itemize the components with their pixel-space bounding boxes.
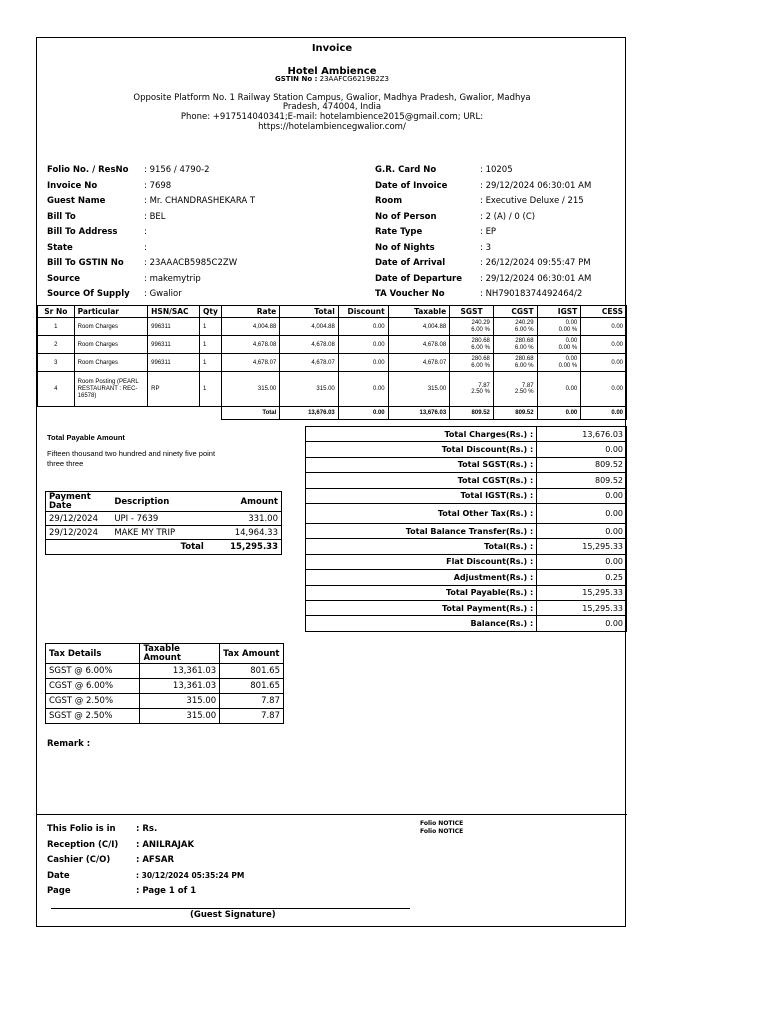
tax-split-cell	[537, 354, 581, 372]
tax-row	[46, 709, 284, 724]
tax-amount: 7.87	[220, 709, 284, 724]
info-label: Folio No. / ResNo	[47, 165, 129, 175]
charges-cell: Room Charges	[74, 336, 148, 354]
footer-label: Page	[47, 886, 71, 896]
charges-cell: 0.00	[338, 407, 388, 420]
charges-cell: 1	[199, 354, 221, 372]
charges-row	[38, 372, 627, 407]
charges-cell: 0.00	[581, 336, 627, 354]
info-value: : Mr. CHANDRASHEKARA T	[144, 196, 256, 206]
charges-cell: Total	[221, 407, 279, 420]
tax-details-table	[45, 643, 284, 724]
info-label: Bill To GSTIN No	[47, 258, 124, 268]
footer-value: : 30/12/2024 05:35:24 PM	[136, 870, 245, 880]
footer-divider	[37, 814, 627, 815]
info-label: Guest Name	[47, 196, 106, 206]
summary-value: 15,295.33	[537, 585, 627, 600]
charges-cell: 0.00	[338, 336, 388, 354]
payment-date-header: Payment Date	[46, 492, 112, 512]
charges-cell: 4,678.07	[221, 354, 279, 372]
tax-detail: SGST @ 2.50%	[46, 709, 140, 724]
info-value: : 26/12/2024 09:55:47 PM	[480, 258, 591, 268]
remark-label: Remark :	[47, 739, 91, 749]
tax-detail: SGST @ 6.00%	[46, 664, 140, 679]
charges-column-header: Particular	[74, 306, 148, 318]
summary-value: 13,676.03	[537, 427, 627, 442]
signature-line	[51, 908, 410, 909]
tax-taxable: 315.00	[140, 709, 220, 724]
tax-amount: 280.68	[515, 356, 534, 362]
charges-cell: Room Posting (PEARL RESTAURANT : REC-16578)	[74, 372, 148, 407]
charges-column-header: Qty	[199, 306, 221, 318]
summary-row	[306, 473, 627, 488]
tax-amount: 240.29	[471, 320, 490, 326]
payments-header-row	[46, 492, 282, 512]
charges-row	[38, 336, 627, 354]
tax-split-cell	[493, 354, 537, 372]
info-label: TA Voucher No	[375, 289, 445, 299]
info-label: Date of Invoice	[375, 180, 448, 191]
info-label: No of Nights	[375, 242, 435, 253]
summary-table	[305, 426, 627, 632]
tax-row	[46, 694, 284, 709]
tax-amount: 7.87	[521, 382, 534, 389]
charges-cell: 4,004.88	[388, 318, 450, 336]
charges-column-header: CGST	[493, 306, 537, 318]
info-label: Date of Arrival	[375, 258, 446, 268]
tax-split-cell	[450, 336, 494, 354]
payment-description: MAKE MY TRIP	[111, 526, 206, 540]
tax-percent: 0.00 %	[558, 362, 578, 369]
summary-row	[306, 585, 627, 600]
tax-split-cell	[537, 318, 581, 336]
tax-split-cell	[537, 336, 581, 354]
charges-column-header: Total	[280, 306, 339, 318]
charges-cell: 315.00	[221, 372, 279, 407]
charges-cell: 315.00	[280, 372, 339, 407]
summary-row	[306, 523, 627, 538]
footer-label: Date	[47, 870, 70, 881]
tax-split-cell	[450, 318, 494, 336]
contact-line-2: https://hotelambiencegwalior.com/	[258, 122, 406, 132]
charges-cell: 315.00	[388, 372, 450, 407]
charges-cell: Room Charges	[74, 318, 148, 336]
charges-cell: 2	[38, 336, 75, 354]
summary-row	[306, 600, 627, 615]
summary-label: Total IGST(Rs.) :	[306, 488, 537, 503]
charges-cell: 996311	[148, 318, 200, 336]
charges-cell: 4,678.08	[280, 336, 339, 354]
gstin-value: 23AAFCG6219B2Z3	[319, 75, 389, 83]
charges-column-header: IGST	[537, 306, 581, 318]
charges-cell: 0.00	[581, 318, 627, 336]
tax-amount: 0.00	[565, 356, 578, 362]
info-label: Source	[47, 273, 81, 284]
charges-column-header: CESS	[581, 306, 627, 318]
tax-percent: 0.00 %	[558, 326, 578, 333]
summary-value: 0.00	[537, 503, 627, 523]
tax-split-cell	[450, 372, 494, 407]
info-value: : makemytrip	[144, 273, 201, 284]
tax-percent: 0.00 %	[558, 344, 578, 351]
summary-value: 0.00	[537, 523, 627, 538]
info-value: : 29/12/2024 06:30:01 AM	[480, 273, 592, 284]
summary-row	[306, 503, 627, 523]
total-spacer	[38, 407, 222, 420]
footer-label: Reception (C/I)	[47, 839, 119, 850]
info-label: Invoice No	[47, 180, 98, 191]
tax-amount: 7.87	[220, 694, 284, 709]
info-value: : NH79018374492464/2	[480, 289, 583, 299]
payment-total-row	[46, 540, 282, 555]
footer-value: : Page 1 of 1	[136, 886, 197, 896]
charges-cell: 3	[38, 354, 75, 372]
tax-percent: 6.00 %	[471, 362, 490, 369]
charges-cell: 4,678.08	[221, 336, 279, 354]
charges-row	[38, 318, 627, 336]
payment-date: 29/12/2024	[46, 512, 112, 526]
charges-cell: 0.00	[338, 318, 388, 336]
guest-signature-label: (Guest Signature)	[190, 910, 276, 920]
summary-value: 0.00	[537, 488, 627, 503]
charges-column-header: Rate	[221, 306, 279, 318]
tax-taxable: 315.00	[140, 694, 220, 709]
tax-split-cell	[450, 354, 494, 372]
charges-column-header: HSN/SAC	[148, 306, 200, 318]
tax-row	[46, 679, 284, 694]
summary-value: 809.52	[537, 473, 627, 488]
tax-taxable-header: Taxable Amount	[140, 644, 220, 664]
charges-cell: 4,004.88	[280, 318, 339, 336]
footer-value: : Rs.	[136, 824, 158, 834]
charges-cell: 4,678.07	[388, 354, 450, 372]
summary-row	[306, 539, 627, 554]
charges-cell: 4,678.07	[280, 354, 339, 372]
tax-amount: 280.68	[515, 338, 534, 344]
charges-cell: 0.00	[537, 407, 581, 420]
tax-split-cell	[493, 336, 537, 354]
tax-header-row	[46, 644, 284, 664]
footer-value: : AFSAR	[136, 855, 174, 865]
info-label: Bill To Address	[47, 227, 118, 237]
payments-table	[45, 491, 282, 555]
tax-detail: CGST @ 6.00%	[46, 679, 140, 694]
tax-amount: 240.29	[515, 320, 534, 326]
tax-percent: 2.50 %	[514, 389, 534, 395]
charges-cell: 0.00	[537, 372, 581, 407]
info-label: State	[47, 242, 73, 253]
summary-label: Adjustment(Rs.) :	[306, 570, 537, 585]
tax-amount: 801.65	[220, 679, 284, 694]
info-value: : BEL	[144, 211, 166, 222]
gstin-line	[37, 75, 627, 83]
charges-cell: 4	[38, 372, 75, 407]
tax-amount: 280.68	[471, 338, 490, 344]
tax-taxable: 13,361.03	[140, 679, 220, 694]
tax-amount: 7.87	[478, 382, 490, 389]
payment-amount-header: Amount	[207, 492, 282, 512]
document-title: Invoice	[311, 43, 353, 54]
summary-value: 0.25	[537, 570, 627, 585]
payment-description: UPI - 7639	[111, 512, 206, 526]
summary-row	[306, 488, 627, 503]
summary-row	[306, 457, 627, 472]
charges-cell: 996311	[148, 354, 200, 372]
tax-percent: 6.00 %	[514, 344, 534, 351]
summary-value: 15,295.33	[537, 539, 627, 554]
payment-total-label: Total	[111, 540, 206, 555]
info-value: : EP	[480, 227, 497, 237]
payment-date: 29/12/2024	[46, 526, 112, 540]
charges-column-header: Taxable	[388, 306, 450, 318]
info-label: Rate Type	[375, 227, 423, 237]
summary-value: 0.00	[537, 616, 627, 631]
charges-column-header: Sr No	[38, 306, 75, 318]
summary-row	[306, 616, 627, 631]
address-line-2: Pradesh, 474004, India	[282, 102, 382, 112]
info-value: : Gwalior	[144, 289, 182, 299]
footer-label: Cashier (C/O)	[47, 855, 111, 865]
charges-cell: RP	[148, 372, 200, 407]
summary-label: Total CGST(Rs.) :	[306, 473, 537, 488]
charges-cell: 1	[38, 318, 75, 336]
contact-line-1: Phone: +917514040341;E-mail: hotelambience2015@gmail.com; URL:	[180, 112, 484, 122]
invoice-page	[36, 37, 626, 927]
charges-cell: 13,676.03	[280, 407, 339, 420]
tax-detail-header: Tax Details	[46, 644, 140, 664]
charges-cell: 1	[199, 318, 221, 336]
summary-label: Total Balance Transfer(Rs.) :	[306, 523, 537, 538]
amount-in-words-line-1: Fifteen thousand two hundred and ninety five point	[47, 449, 216, 458]
info-label: G.R. Card No	[375, 165, 437, 175]
summary-label: Balance(Rs.) :	[306, 616, 537, 631]
summary-value: 0.00	[537, 554, 627, 569]
info-label: Date of Departure	[375, 273, 462, 284]
footer-value: : ANILRAJAK	[136, 839, 195, 850]
summary-value: 0.00	[537, 442, 627, 457]
tax-percent: 2.50 %	[471, 389, 490, 395]
payment-amount: 331.00	[207, 512, 282, 526]
info-value: : 23AAACB5985C2ZW	[144, 258, 238, 268]
payment-row	[46, 526, 282, 540]
charges-cell: 0.00	[338, 372, 388, 407]
summary-label: Total Discount(Rs.) :	[306, 442, 537, 457]
tax-amount-header: Tax Amount	[220, 644, 284, 664]
info-value: : 3	[480, 242, 491, 253]
summary-row	[306, 554, 627, 569]
summary-row	[306, 427, 627, 442]
summary-label: Total Other Tax(Rs.) :	[306, 503, 537, 523]
payment-total-spacer	[46, 540, 112, 555]
summary-row	[306, 442, 627, 457]
charges-cell: Room Charges	[74, 354, 148, 372]
charges-cell: 13,676.03	[388, 407, 450, 420]
hotel-name: Hotel Ambience	[287, 66, 377, 77]
tax-row	[46, 664, 284, 679]
footer-label: This Folio is in	[47, 824, 116, 834]
tax-amount: 801.65	[220, 664, 284, 679]
charges-cell: 1	[199, 336, 221, 354]
tax-percent: 6.00 %	[514, 326, 534, 333]
summary-value: 15,295.33	[537, 600, 627, 615]
info-label: No of Person	[375, 211, 437, 222]
summary-value: 809.52	[537, 457, 627, 472]
tax-amount: 0.00	[565, 320, 578, 326]
info-label: Room	[375, 196, 403, 206]
info-value: : 29/12/2024 06:30:01 AM	[480, 180, 592, 191]
summary-label: Total SGST(Rs.) :	[306, 457, 537, 472]
tax-detail: CGST @ 2.50%	[46, 694, 140, 709]
charges-header-row	[38, 306, 627, 318]
info-value: :	[144, 227, 147, 237]
charges-cell: 996311	[148, 336, 200, 354]
info-value: : 9156 / 4790-2	[144, 165, 210, 175]
tax-percent: 6.00 %	[471, 344, 490, 351]
summary-label: Total Payment(Rs.) :	[306, 600, 537, 615]
tax-amount: 280.68	[471, 356, 490, 362]
payment-total-amount: 15,295.33	[207, 540, 282, 555]
payment-description-header: Description	[111, 492, 206, 512]
charges-cell: 809.52	[493, 407, 537, 420]
info-value: : 2 (A) / 0 (C)	[480, 211, 536, 222]
summary-label: Total Payable(Rs.) :	[306, 585, 537, 600]
payment-amount: 14,964.33	[207, 526, 282, 540]
tax-split-cell	[493, 372, 537, 407]
tax-percent: 6.00 %	[471, 326, 490, 333]
address-line-1: Opposite Platform No. 1 Railway Station Campus, Gwalior, Madhya Pradesh, Gwalior, Madhya	[133, 93, 531, 103]
info-value: : Executive Deluxe / 215	[480, 196, 584, 206]
charges-cell: 0.00	[581, 354, 627, 372]
charges-cell: 4,678.08	[388, 336, 450, 354]
folio-notice-2: Folio NOTICE	[420, 828, 464, 835]
info-label: Source Of Supply	[47, 289, 130, 299]
charges-column-header: SGST	[450, 306, 494, 318]
charges-cell: 1	[199, 372, 221, 407]
info-label: Bill To	[47, 211, 76, 222]
info-value: : 7698	[144, 180, 172, 191]
charges-total-row	[38, 407, 627, 420]
info-value: : 10205	[480, 165, 513, 175]
charges-column-header: Discount	[338, 306, 388, 318]
info-value: :	[144, 242, 147, 253]
tax-percent: 6.00 %	[514, 362, 534, 369]
folio-notice-1: Folio NOTICE	[420, 820, 464, 827]
charges-cell: 4,004.88	[221, 318, 279, 336]
total-payable-heading: Total Payable Amount	[47, 433, 125, 442]
charges-cell: 0.00	[581, 372, 627, 407]
summary-row	[306, 570, 627, 585]
tax-amount: 0.00	[565, 338, 578, 344]
charges-cell: 809.52	[450, 407, 494, 420]
payment-row	[46, 512, 282, 526]
charges-cell: 0.00	[338, 354, 388, 372]
charges-row	[38, 354, 627, 372]
tax-split-cell	[493, 318, 537, 336]
amount-in-words-line-2: three three	[47, 459, 84, 468]
summary-label: Flat Discount(Rs.) :	[306, 554, 537, 569]
summary-label: Total(Rs.) :	[306, 539, 537, 554]
gstin-label: GSTIN No :	[275, 75, 318, 83]
summary-label: Total Charges(Rs.) :	[306, 427, 537, 442]
charges-cell: 0.00	[581, 407, 627, 420]
tax-taxable: 13,361.03	[140, 664, 220, 679]
charges-table	[37, 305, 627, 420]
